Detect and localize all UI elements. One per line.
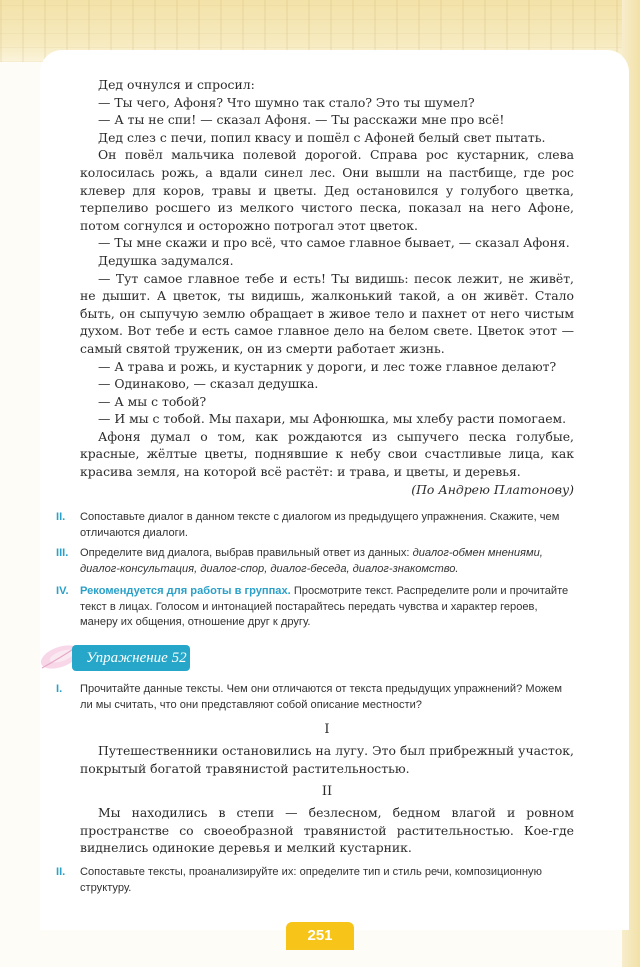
task-text: Сопоставьте тексты, проанализируйте их: определите тип и стиль речи, композиционную структуру. <box>80 866 542 894</box>
source-attribution: (По Андрею Платонову) <box>411 481 574 497</box>
paragraph: Мы находились в степи — безлесном, бедном влагой и ровном пространстве со своеобразной травянистой растительностью. Кое-где виднелись одинокие деревья и мелкий кустарник. <box>80 805 574 856</box>
task-number: IV. <box>56 585 69 597</box>
paragraph: — И мы с тобой. Мы пахари, мы Афонюшка, мы хлебу расти помогаем. <box>98 411 567 427</box>
task-number: III. <box>56 547 69 559</box>
exercise-heading: Упражнение 52 <box>72 645 190 671</box>
group-work-note: Рекомендуется для работы в группах. <box>80 585 291 597</box>
paragraph: Дед слез с печи, попил квасу и пошёл с Афоней белый свет пытать. <box>98 129 546 145</box>
paragraph: — А трава и рожь, и кустарник у дороги, и лес тоже главное делают? <box>98 358 557 374</box>
text-two <box>80 804 574 857</box>
paragraph: Он повёл мальчика полевой дорогой. Справа рос кустарник, слева колосилась рожь, а вдали синел лес. Они вышли на пастбище, где рос клевер для коров, травы и цветы. Дед остановился у голубого цветка, терпеливо росшего из мелкого чистого песка, показал на него Афоне, потом согнулся и осторожно потрогал этот цветок. <box>80 147 574 233</box>
dialog-type-options: диалог-обмен мнениями, диалог-консультация, диалог-спор, диалог-беседа, диалог-знакомство. <box>80 547 543 575</box>
task-item <box>56 546 576 577</box>
task-text: Сопоставьте диалог в данном тексте с диалогом из предыдущего упражнения. Скажите, чем отличаются диалоги. <box>80 511 560 539</box>
task-item <box>56 682 576 713</box>
text-one <box>80 742 574 777</box>
task-item <box>56 865 576 896</box>
task-text: Определите вид диалога, выбрав правильный ответ из данных: диалог-обмен мнениями, диалог-консультация, диалог-спор, диалог-беседа, диалог-знакомство. <box>80 547 543 575</box>
task-item <box>56 584 576 631</box>
paragraph: — А ты не спи! — сказал Афоня. — Ты расскажи мне про всё! <box>98 112 505 128</box>
task-item <box>56 510 576 541</box>
task-number: II. <box>56 866 66 878</box>
text-number-heading: I <box>324 722 330 737</box>
task-text: Рекомендуется для работы в группах. Просмотрите текст. Распределите роли и прочитайте текст в лицах. Голосом и интонацией постарайтесь передать чувства и характер героев, манеру их общения, отношение друг к другу. <box>80 585 569 629</box>
task-number: II. <box>56 511 66 523</box>
page-number: 251 <box>286 922 354 950</box>
paragraph: — Ты мне скажи и про всё, что самое главное бывает, — сказал Афоня. <box>98 235 570 251</box>
task-text: Прочитайте данные тексты. Чем они отличаются от текста предыдущих упражнений? Можем ли мы считать, что они представляют собой описание местности? <box>80 683 562 711</box>
paragraph: — Одинаково, — сказал дедушка. <box>98 376 319 392</box>
paragraph: Путешественники остановились на лугу. Это был прибрежный участок, покрытый богатой травянистой растительностью. <box>80 743 574 776</box>
paragraph: — А мы с тобой? <box>98 393 207 409</box>
paragraph: Дед очнулся и спросил: <box>98 77 255 92</box>
paragraph: — Ты чего, Афоня? Что шумно так стало? Это ты шумел? <box>98 94 475 110</box>
paragraph: Дедушка задумался. <box>98 252 234 268</box>
paragraph: — Тут самое главное тебе и есть! Ты видишь: песок лежит, не живёт, не дышит. А цветок, ты видишь, жалконький такой, а он живёт. Стало быть, он сыпучую землю обращает в живое тело и пахнет от него чистым духом. Вот тебе и есть самое главное дело на белом свете. Цветок этот — самый святой труженик, он из смерти работает жизнь. <box>80 270 574 356</box>
paragraph: Афоня думал о том, как рождаются из сыпучего песка голубые, красные, жёлтые цветы, поднявшие к небу свои счастливые лица, как красива земля, на которой всё растёт: и трава, и цветы, и деревья. <box>80 428 574 480</box>
story-text <box>80 76 574 498</box>
task-number: I. <box>56 683 63 695</box>
text-number-heading: II <box>321 784 333 799</box>
